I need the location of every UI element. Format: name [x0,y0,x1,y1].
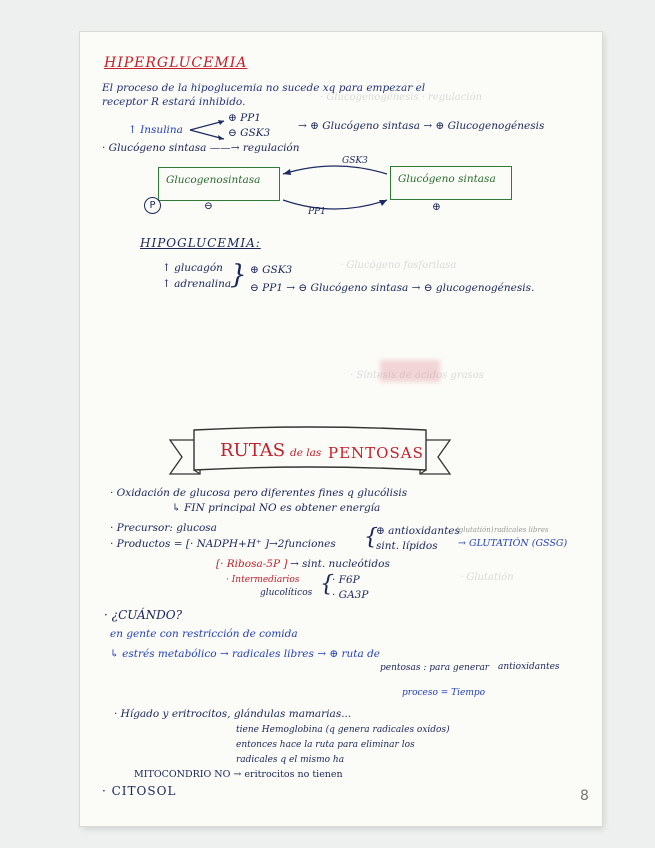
intermediarios-label: · Intermediarios [226,575,300,585]
cuando-line-2b: pentosas : para generar [380,663,490,673]
pp1-bottom-label: PP1 [308,207,326,217]
mitocondrio-line: MITOCONDRIO NO → eritrocitos no tienen [134,769,343,780]
box-right-label: Glucógeno sintasa [398,173,496,185]
ga3p-label: · GA3P [332,589,369,601]
banner-title-pentosas: PENTOSAS [328,444,424,462]
intro-line-2: receptor R estará inhibido. [102,96,246,108]
banner-title-rutas: RUTAS [220,440,286,461]
sint-lipidos-label: sint. lípidos [376,540,438,552]
page-number: 8 [580,788,589,804]
gsk3-hipo-label: ⊕ GSK3 [250,264,293,276]
cuando-line-2c: antioxidantes [498,662,560,672]
bullet-precursor: · Precursor: glucosa [110,522,217,534]
show-through-text: · Síntesis de ácidos grasos [350,370,484,381]
ink-smudge [380,360,440,382]
branch-arrows-icon [188,117,228,145]
glucoliticos-label: glucolíticos [260,588,313,598]
heading-hiperglucemia: HIPERGLUCEMIA [104,55,248,71]
adrenalina-label: ↑ adrenalina [162,278,232,290]
brace-icon: } [230,260,247,290]
glucogeno-sintasa-regulacion: · Glucógeno sintasa ——→ regulación [102,142,300,154]
cuando-line-2: ↳ estrés metabólico → radicales libres → ⊕ ruta de [110,648,381,660]
glutation-note-1: (glutatión) [456,526,494,534]
brace-productos-icon: { [364,525,378,550]
cycle-arrows-icon [275,160,395,220]
gsk3-label: ⊖ GSK3 [228,127,271,139]
notebook-page [80,32,602,826]
sint-nucleotidos-label: → sint. nucleótidos [290,558,390,570]
bullet-fin-principal: ↳ FIN principal NO es obtener energía [172,502,381,514]
higado-line: · Hígado y eritrocitos, glándulas mamarias... [114,708,352,720]
glucagon-label: ↑ glucagón [162,262,223,274]
pp1-hipo-chain: ⊖ PP1 → ⊖ Glucógeno sintasa → ⊖ glucogenogénesis. [250,282,535,294]
show-through-text: · Glutatión [460,572,514,583]
heading-hipoglucemia: HIPOGLUCEMIA: [140,236,261,250]
glutation-note-2: radicales libres [494,526,549,534]
bullet-productos: · Productos = [· NADPH+H⁺ ]→2funciones [110,538,336,550]
cuando-line-3: proceso = Tiempo [402,688,486,698]
bullet-oxidacion: · Oxidación de glucosa pero diferentes fines q glucólisis [110,487,408,499]
ribosa-label: [· Ribosa-5P ] [216,558,288,570]
intro-line-1: El proceso de la hipoglucemia no sucede xq para empezar el [102,82,426,94]
higado-detail-3: radicales q el mismo ha [236,755,345,765]
glutation-label: → GLUTATIÓN (GSSG) [458,538,568,549]
glucogeno-sintasa-chain: → ⊕ Glucógeno sintasa → ⊕ Glucogenogénesis [298,120,545,132]
show-through-text: · Glucogenogénesis · regulación [320,92,483,103]
pp1-label: ⊕ PP1 [228,112,261,124]
gsk3-top-label: GSK3 [342,156,368,166]
banner-title-de-las: de las [290,447,322,459]
show-through-text: · Glucógeno fosforilasa [340,260,457,271]
plus-circle: ⊕ [432,201,441,213]
higado-detail-2: entonces hace la ruta para eliminar los [236,740,415,750]
citosol-line: · CITOSOL [102,784,177,798]
higado-detail-1: tiene Hemoglobina (q genera radicales oxidos) [236,725,450,735]
f6p-label: · F6P [332,574,360,586]
insulina-label: ↑ Insulina [128,124,183,136]
minus-circle: ⊖ [204,200,213,212]
antioxidantes-label: ⊕ antioxidantes [376,525,460,537]
cuando-heading: · ¿CUÁNDO? [104,608,183,622]
box-left-label: Glucogenosintasa [166,174,261,186]
phospho-p-circle: P [144,197,161,214]
brace-intermediarios-icon: { [320,572,334,597]
cuando-line-1: en gente con restricción de comida [110,628,298,640]
